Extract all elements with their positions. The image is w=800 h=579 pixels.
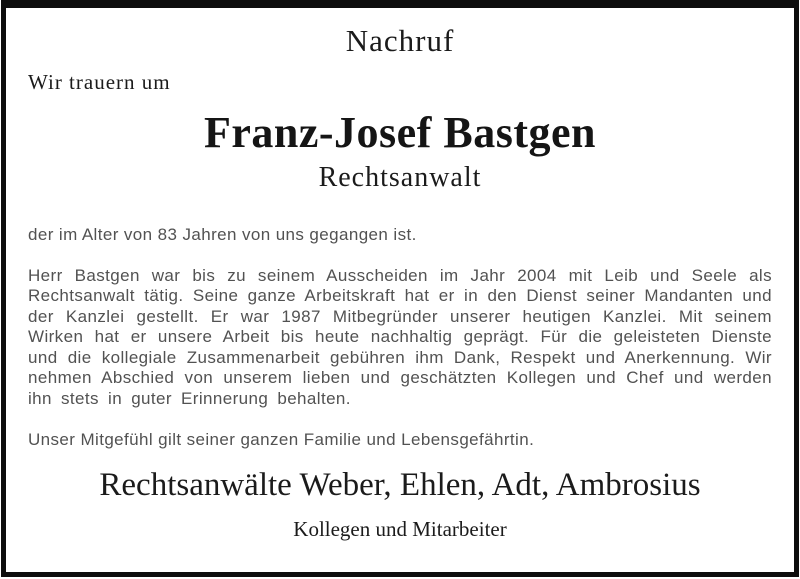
deceased-title: Rechtsanwalt bbox=[318, 162, 482, 193]
paragraph-tribute: Herr Bastgen war bis zu seinem Ausscheiden im Jahr 2004 mit Leib und Seele als Rechtsanwalt tätig. Seine ganze Arbeitskraft hat er in den Dienst seiner Mandanten und der Kanzlei gestellt. Er war 1987 Mitbegründer unserer heutigen Kanzlei. Mit seinem Wirken hat er unsere Arbeit bis heute nachhaltig geprägt. Für die geleisteten Dienste und die kollegiale Zusammenarbeit gebühren ihm Dank, Respekt und Anerkennung. Wir nehmen Abschied von unserem lieben und geschätzten Kollegen und Chef und werden ihn stets in guter Erinnerung behalten. bbox=[28, 265, 772, 408]
obituary-header: Nachruf bbox=[345, 23, 455, 58]
paragraph-sympathy: Unser Mitgefühl gilt seiner ganzen Familie und Lebensgefährtin. bbox=[28, 430, 535, 449]
signature-colleagues: Kollegen und Mitarbeiter bbox=[293, 516, 507, 541]
deceased-name: Franz-Josef Bastgen bbox=[204, 108, 596, 157]
intro-line: Wir trauern um bbox=[28, 70, 171, 94]
obituary-frame bbox=[1, 0, 799, 577]
signature-firm: Rechtsanwälte Weber, Ehlen, Adt, Ambrosius bbox=[99, 466, 701, 503]
paragraph-age: der im Alter von 83 Jahren von uns gegangen ist. bbox=[28, 225, 417, 244]
